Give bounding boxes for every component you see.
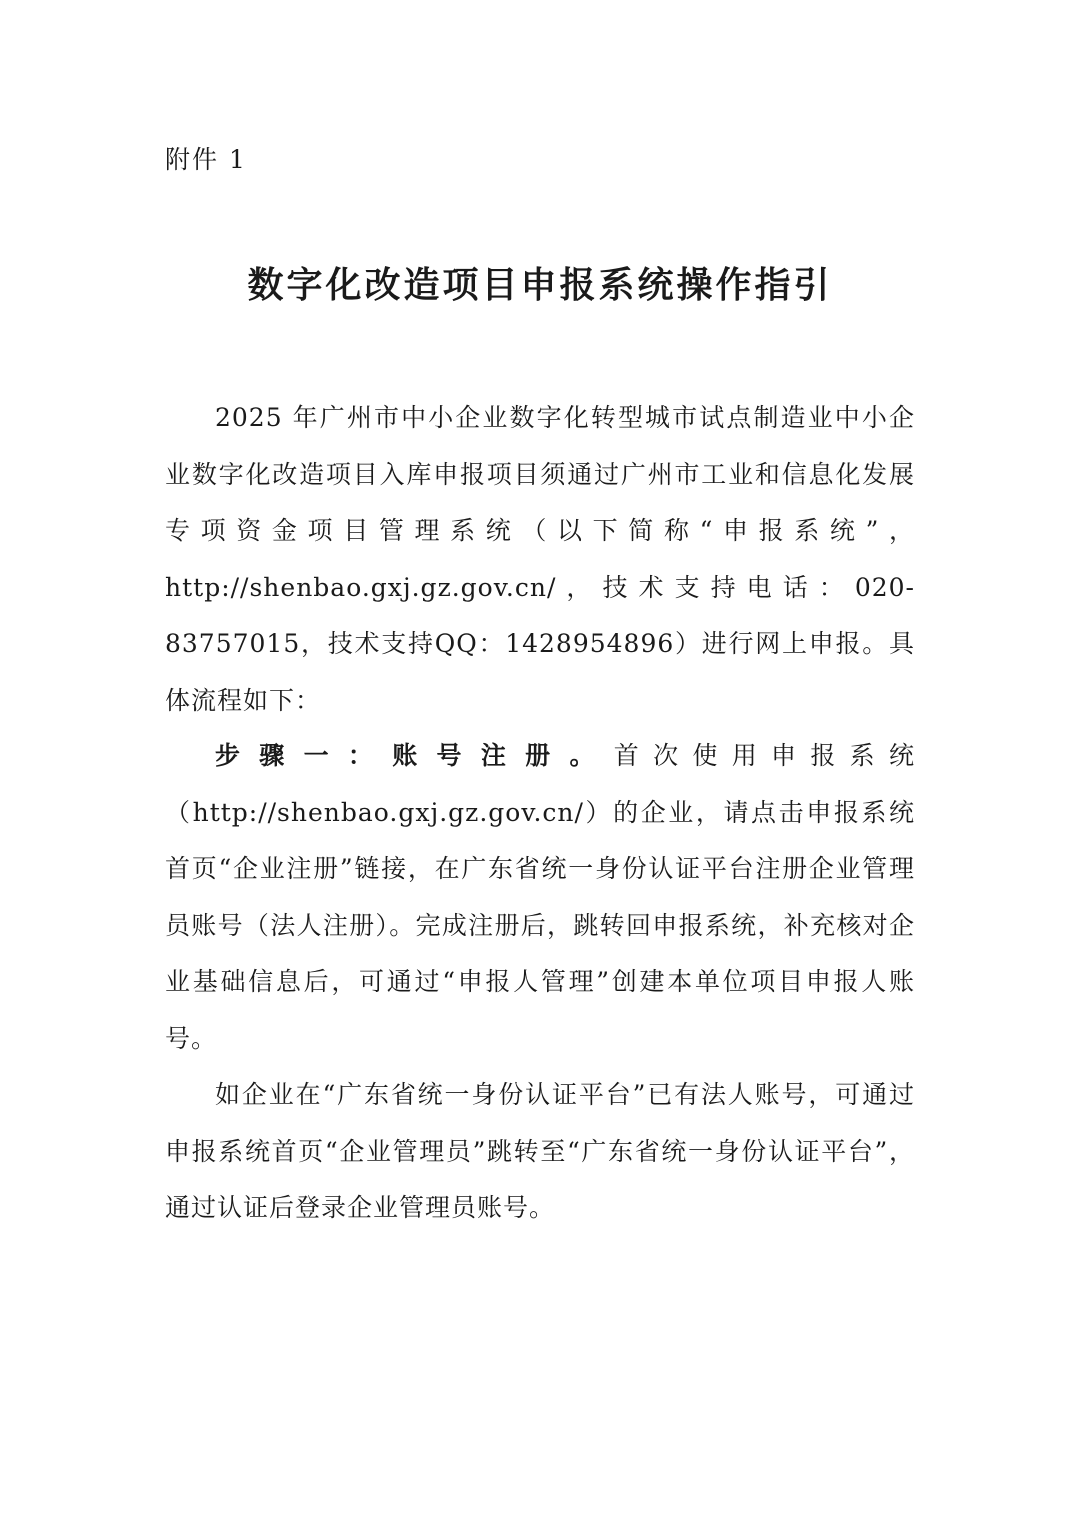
step1-heading: 步骤一：账号注册。	[215, 741, 614, 770]
existing-account-section	[165, 1067, 915, 1237]
intro-section	[165, 390, 915, 729]
attachment-label: 附件 1	[165, 145, 247, 174]
document-title: 数字化改造项目申报系统操作指引	[247, 265, 833, 306]
step1-body: 首次使用申报系统（http://shenbao.gxj.gz.gov.cn/）的企业，请点击申报系统首页“企业注册”链接，在广东省统一身份认证平台注册企业管理员账号（法人注册）。完成注册后，跳转回申报系统，补充核对企业基础信息后，可通过“申报人管理”创建本单位项目申报人账号。	[165, 741, 915, 1053]
step1-section	[165, 728, 915, 1067]
intro-paragraph: 2025 年广州市中小企业数字化转型城市试点制造业中小企业数字化改造项目入库申报项目须通过广州市工业和信息化发展专项资金项目管理系统（以下简称“申报系统”，http://shenbao.gxj.gz.gov.cn/，技术支持电话：020-83757015，技术支持QQ：1428954896）进行网上申报。具体流程如下：	[165, 403, 915, 715]
step1-paragraph	[165, 728, 915, 1067]
existing-account-paragraph: 如企业在“广东省统一身份认证平台”已有法人账号，可通过申报系统首页“企业管理员”跳转至“广东省统一身份认证平台”，通过认证后登录企业管理员账号。	[165, 1080, 915, 1222]
